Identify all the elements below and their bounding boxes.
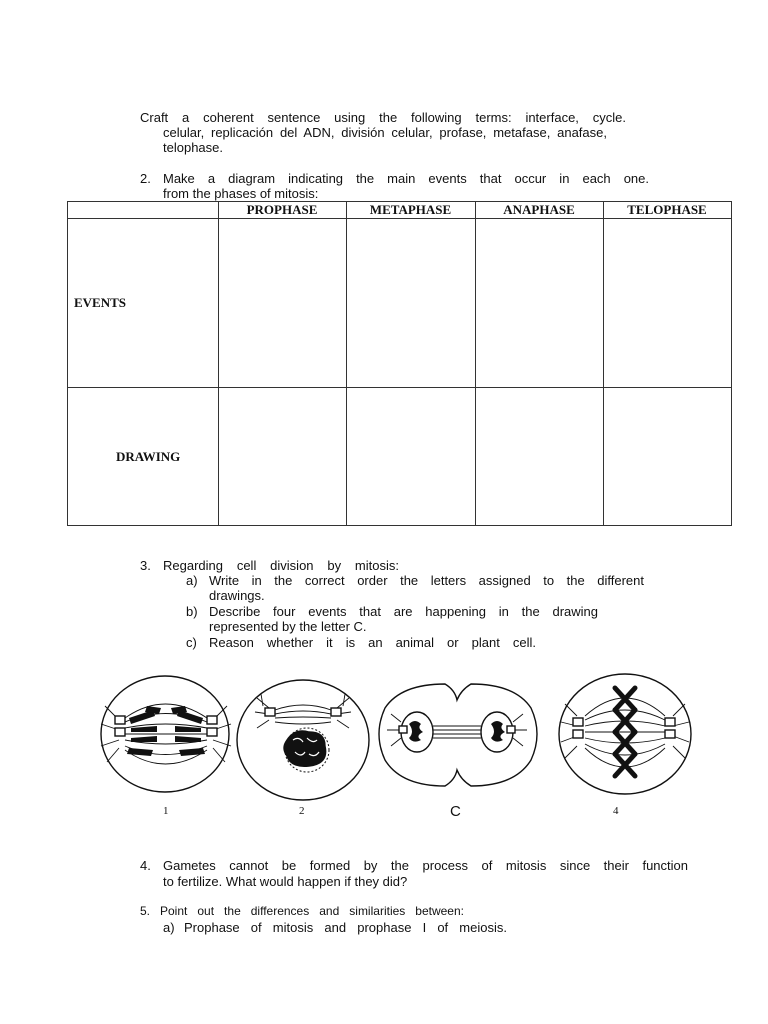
- q5-number: 5.: [140, 904, 151, 918]
- q1-line-1: Craft a coherent sentence using the following terms: interface, cycle.: [140, 110, 626, 125]
- cell-drawing-anaphase[interactable]: [476, 388, 603, 525]
- cell-drawing-4: [559, 674, 691, 794]
- cell-drawing-metaphase[interactable]: [347, 388, 475, 525]
- q3-b-line-1: Describe four events that are happening in the drawing: [209, 604, 598, 619]
- header-metaphase: METAPHASE: [369, 202, 452, 217]
- q5-intro: Point out the differences and similarities between:: [160, 904, 464, 918]
- cell-drawing-2: [237, 680, 369, 800]
- header-telophase: TELOPHASE: [627, 202, 707, 217]
- mitosis-cells-figure: [95, 670, 715, 830]
- q3-number: 3.: [140, 558, 151, 573]
- q3-c-label: c): [186, 635, 197, 650]
- figure-label-4: 4: [613, 805, 619, 817]
- header-anaphase: ANAPHASE: [503, 202, 575, 217]
- cell-drawing-1: [101, 676, 231, 792]
- q5-a-label: a): [163, 920, 175, 935]
- cell-drawing-prophase[interactable]: [219, 388, 346, 525]
- q1-line-2: celular, replicación del ADN, división celular, profase, metafase, anafase,: [163, 125, 607, 140]
- q4-number: 4.: [140, 858, 151, 873]
- cell-events-prophase[interactable]: [219, 219, 346, 387]
- q5-a-text: Prophase of mitosis and prophase I of meiosis.: [184, 920, 507, 935]
- q2-line-1: Make a diagram indicating the main events that occur in each one.: [163, 171, 649, 186]
- q3-c-line-1: Reason whether it is an animal or plant cell.: [209, 635, 536, 650]
- cell-drawing-telophase[interactable]: [604, 388, 731, 525]
- q4-line-1: Gametes cannot be formed by the process of mitosis since their function: [163, 858, 688, 873]
- q1-line-3: telophase.: [163, 140, 223, 155]
- row-label-events: EVENTS: [74, 295, 127, 310]
- q3-intro: Regarding cell division by mitosis:: [163, 558, 399, 573]
- mitosis-phases-table: [67, 201, 732, 526]
- cell-events-metaphase[interactable]: [347, 219, 475, 387]
- cell-events-anaphase[interactable]: [476, 219, 603, 387]
- row-label-drawing: DRAWING: [116, 449, 181, 464]
- q4-line-2: to fertilize. What would happen if they did?: [163, 874, 408, 889]
- figure-label-c: C: [450, 803, 461, 820]
- q3-b-line-2: represented by the letter C.: [209, 619, 367, 634]
- cell-events-telophase[interactable]: [604, 219, 731, 387]
- q3-a-line-1: Write in the correct order the letters assigned to the different: [209, 573, 644, 588]
- q2-line-2: from the phases of mitosis:: [163, 186, 319, 201]
- figure-label-2: 2: [299, 805, 305, 817]
- q2-number: 2.: [140, 171, 151, 186]
- q3-a-label: a): [186, 573, 198, 588]
- figure-label-1: 1: [163, 805, 169, 817]
- q3-a-line-2: drawings.: [209, 588, 265, 603]
- q3-b-label: b): [186, 604, 198, 619]
- cell-drawing-c: [379, 684, 537, 786]
- header-prophase: PROPHASE: [246, 202, 318, 217]
